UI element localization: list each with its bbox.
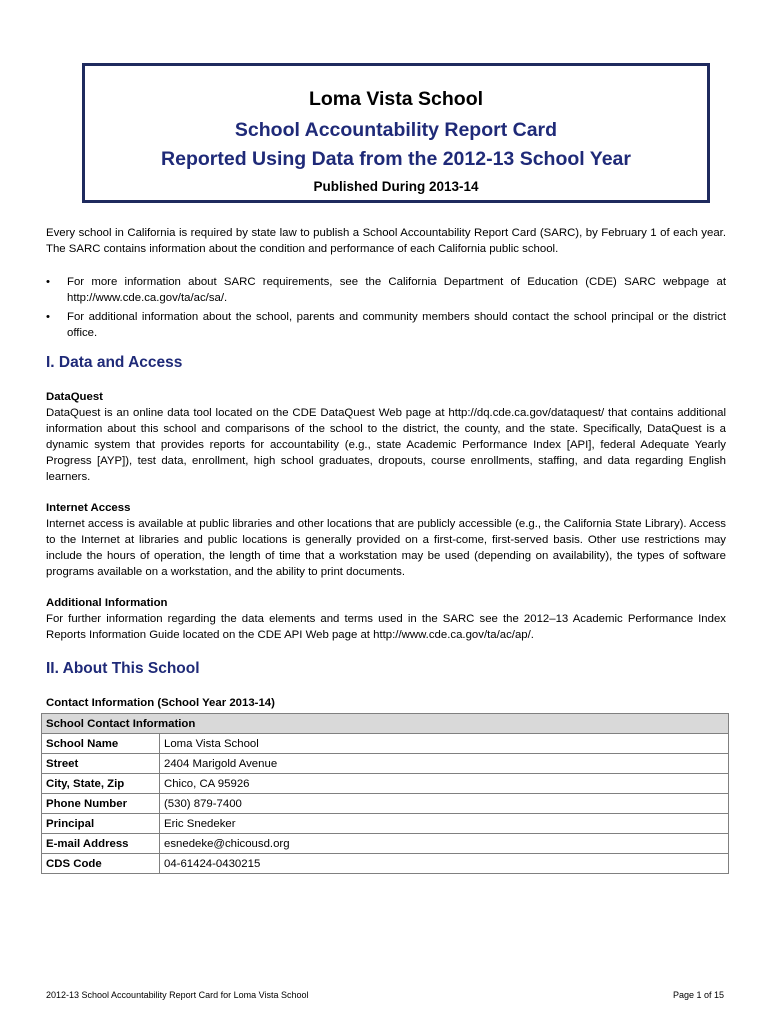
table-row [42, 814, 729, 834]
list-item [46, 274, 726, 306]
row-value: Loma Vista School [160, 734, 729, 754]
bullet-text: For more information about SARC requirements, see the California Department of Education (CDE) SARC webpage at http://www.cde.ca.gov/ta/ac/sa/. [67, 276, 726, 304]
table-header-row [42, 714, 729, 734]
bullet-list [46, 274, 726, 344]
row-value: esnedeke@chicousd.org [160, 834, 729, 854]
row-label: Street [42, 754, 160, 774]
internet-access-paragraph: Internet access is available at public libraries and other locations that are publicly accessible (e.g., the California State Library). Access to the Internet at libraries and public locations is generally provided on a first-come, first-served basis. Other use restrictions may include the hours of operation, the length of time that a workstation may be used (depending on availability), the types of software programs available on a workstation, and the ability to print documents. [46, 518, 726, 578]
bullet-icon: • [46, 311, 50, 323]
dataquest-paragraph: DataQuest is an online data tool located on the CDE DataQuest Web page at http://dq.cde.ca.gov/dataquest/ that contains additional information about this school and comparisons of the school to the district, the county, and the state. Specifically, DataQuest is a dynamic system that provides reports for accountability (e.g., state Academic Performance Index [API], federal Adequate Yearly Progress [AYP]), test data, enrollment, high school graduates, dropouts, course enrollments, staffing, and data regarding English learners. [46, 407, 726, 483]
table-row [42, 834, 729, 854]
footer-page-number: Page 1 of 15 [672, 990, 724, 1000]
bullet-text: For additional information about the school, parents and community members should contact the school principal or the district office. [67, 311, 726, 339]
table-row [42, 794, 729, 814]
title-box [82, 63, 710, 203]
row-value: Chico, CA 95926 [160, 774, 729, 794]
dataquest-title: DataQuest [46, 391, 103, 403]
section-heading-about-school: II. About This School [46, 660, 200, 677]
row-label: City, State, Zip [42, 774, 160, 794]
contact-table [41, 713, 729, 874]
row-label: Principal [42, 814, 160, 834]
table-header: School Contact Information [42, 714, 729, 734]
report-title: School Accountability Report Card [234, 119, 558, 141]
row-value: 2404 Marigold Avenue [160, 754, 729, 774]
row-label: E-mail Address [42, 834, 160, 854]
school-name-title: Loma Vista School [308, 88, 484, 110]
table-row [42, 854, 729, 874]
table-caption: Contact Information (School Year 2013-14) [46, 697, 275, 709]
footer-document-title: 2012-13 School Accountability Report Card for Loma Vista School [46, 990, 309, 1000]
additional-info-paragraph: For further information regarding the data elements and terms used in the SARC see the 2012–13 Academic Performance Index Reports Information Guide located on the CDE API Web page at http://www.cde.ca.gov/ta/ac/ap/. [46, 613, 726, 641]
bullet-icon: • [46, 276, 50, 288]
published-title: Published During 2013-14 [313, 179, 479, 194]
data-year-title: Reported Using Data from the 2012-13 School Year [161, 148, 631, 170]
internet-access-title: Internet Access [46, 502, 131, 514]
table-row [42, 754, 729, 774]
row-label: School Name [42, 734, 160, 754]
row-value: (530) 879-7400 [160, 794, 729, 814]
additional-info-title: Additional Information [46, 597, 168, 609]
row-label: Phone Number [42, 794, 160, 814]
table-row [42, 734, 729, 754]
section-heading-data-access: I. Data and Access [46, 354, 183, 371]
row-label: CDS Code [42, 854, 160, 874]
list-item [46, 309, 726, 341]
row-value: Eric Snedeker [160, 814, 729, 834]
table-row [42, 774, 729, 794]
row-value: 04-61424-0430215 [160, 854, 729, 874]
intro-paragraph: Every school in California is required by state law to publish a School Accountability Report Card (SARC), by February 1 of each year. The SARC contains information about the condition and performance of each California public school. [46, 227, 726, 255]
